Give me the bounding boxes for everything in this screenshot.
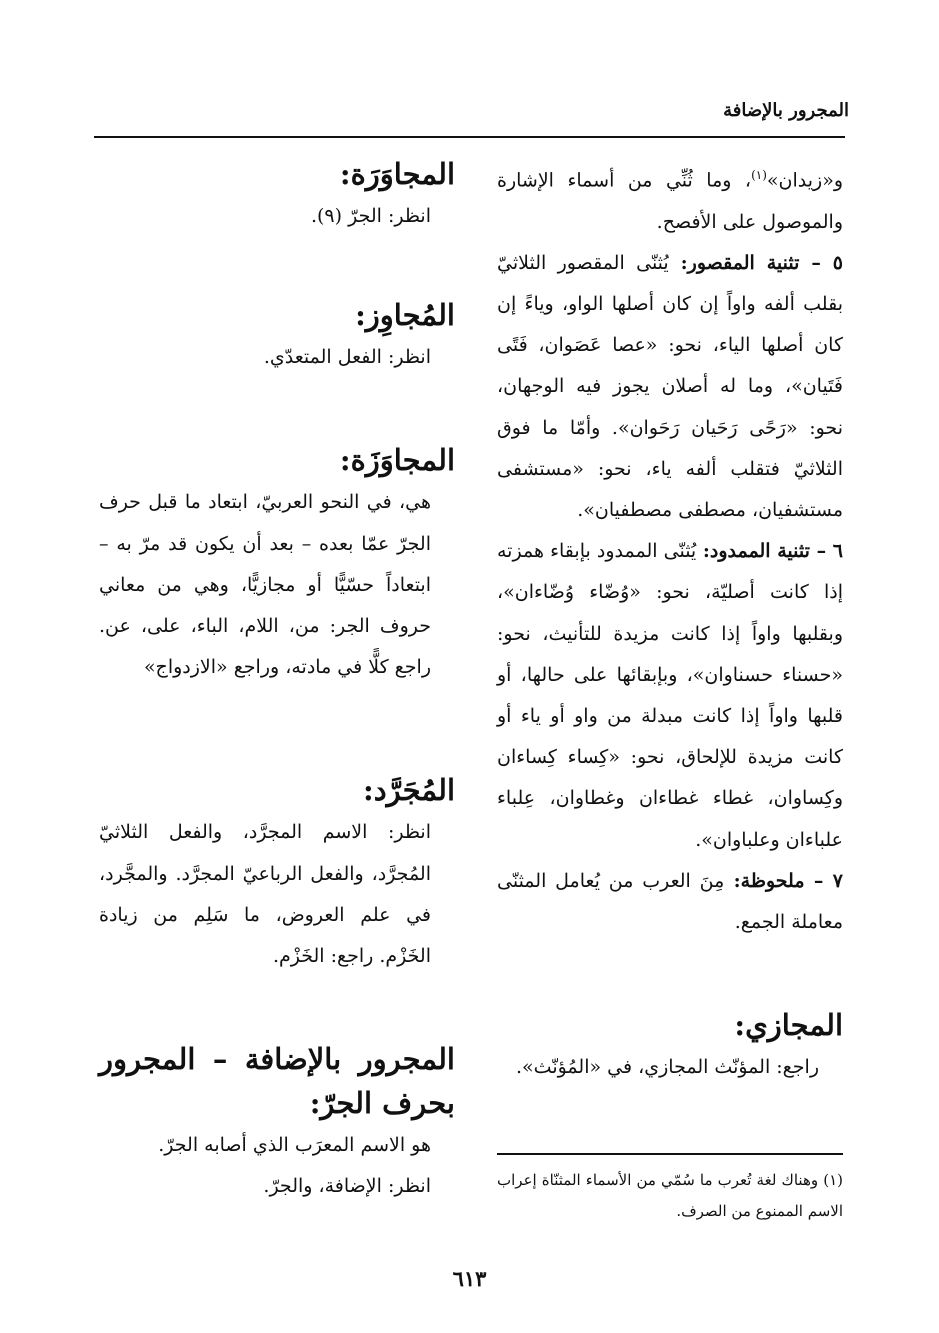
entry-text: انظر: الفعل المتعدّي. xyxy=(263,346,431,369)
entry-title: المجاوَزَة: xyxy=(339,443,455,478)
entry-title: المجازي: xyxy=(734,1008,843,1043)
section-7-lead: ٧ – ملحوظة: xyxy=(724,869,843,892)
section-6-paragraph xyxy=(497,531,843,861)
footnote-marker: (١) xyxy=(751,168,767,182)
section-5-text: يُثنّى المقصور الثلاثيّ بقلب ألفه واواً إن كان أصلها الواو، وياءً إن كان أصلها الياء، نحو: «عصا عَصَوان، فَتًى فَتَيان»، وما له أصلان يجوز فيه الوجهان، نحو: «رَحًى رَحَيان رَحَوان». وأمّا ما فوق الثلاثيّ فتقلب ألفه ياء، نحو: «مستشفى مستشفيان، مصطفى مصطفيان». xyxy=(497,251,843,521)
entry-text: انظر: الجرّ (٩). xyxy=(310,205,431,227)
entry-mujawiz xyxy=(99,293,455,378)
entry-text-2: انظر: الإضافة، والجرّ. xyxy=(263,1175,431,1198)
section-6-lead: ٦ – تثنية الممدود: xyxy=(696,540,843,563)
entry-title: المجاوَرَة: xyxy=(339,157,455,191)
entry-title: المجرور بالإضافة – المجرور بحرف الجرّ: xyxy=(99,1042,455,1121)
entry-mujawara xyxy=(99,152,455,237)
continuation-text-b: ، وما ثُنِّي من أسماء الإشارة والموصول على الأفصح. xyxy=(497,169,843,233)
section-7-paragraph xyxy=(497,861,843,943)
entry-text: هي، في النحو العربيّ، ابتعاد ما قبل حرف الجرّ عمّا بعده – بعد أن يكون قد مرّ به – ابتعاداً حسّيًّا أو مجازيًّا، وهي من معاني حروف الجر: من، اللام، الباء، على، عن. راجع كلًّا في مادته، وراجع «الازدواج» xyxy=(99,491,431,679)
entry-title: المُجاوِز: xyxy=(355,298,455,333)
header-rule xyxy=(94,136,845,138)
entry-text: هو الاسم المعرَب الذي أصابه الجرّ. xyxy=(158,1134,431,1157)
entry-mujarrad xyxy=(99,768,455,977)
footnotes xyxy=(497,1165,843,1227)
section-7-text: مِنَ العرب من يُعامل المثنّى معاملة الجمع. xyxy=(497,869,843,933)
entry-text: انظر: الاسم المجرَّد، والفعل الثلاثيّ المُجرَّد، والفعل الرباعيّ المجرَّد. والمجَّرد، في علم العروض، ما سَلِم من زيادة الخَزْم. راجع: الخَزْم. xyxy=(99,821,431,968)
footnote-rule xyxy=(497,1153,843,1155)
entry-majrur xyxy=(99,1037,455,1207)
entry-text: راجع: المؤنّث المجازي، في «المُؤنّث». xyxy=(516,1056,819,1079)
continuation-text-a: و«زيدان» xyxy=(766,169,843,192)
section-6-text: يُثنّى الممدود بإبقاء همزته إذا كانت أصليّة، نحو: «وُضّاء وُضّاءان»، وبقلبها واواً إذا كانت مزيدة للتأنيث، نحو: «حسناء حسناوان»، وبإبقائها على حالها، أو قلبها واواً إذا كانت مبدلة من واو أو ياء أو كانت مزيدة للإلحاق، نحو: «كِساء كِساءان وكِساوان، غطاء غطاءان وغطاوان، عِلباء علباءان وعلباوان». xyxy=(497,540,843,851)
footnote-1: (١) وهناك لغة تُعرب ما سُمّي من الأسماء المثنّاة إعراب الاسم الممنوع من الصرف. xyxy=(497,1171,843,1220)
section-5-lead: ٥ – تثنية المقصور: xyxy=(668,251,843,274)
running-header: المجرور بالإضافة xyxy=(723,100,849,121)
section-5-paragraph xyxy=(497,243,843,531)
right-column xyxy=(497,155,843,1088)
entry-majazi xyxy=(497,1003,843,1088)
page-number: ٦١٣ xyxy=(452,1266,487,1291)
entry-mujawaza xyxy=(99,438,455,688)
continuation-paragraph xyxy=(497,155,843,243)
entry-title: المُجَرَّد: xyxy=(363,773,455,808)
left-column xyxy=(99,152,455,1208)
